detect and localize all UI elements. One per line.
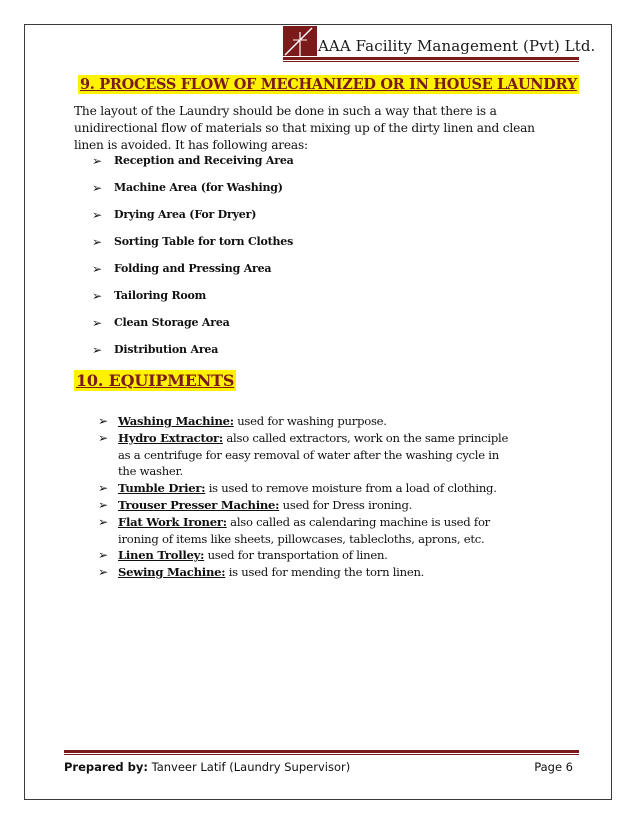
list-item (92, 261, 294, 288)
area-label: Machine Area (for Washing) (114, 181, 283, 194)
equipment-description: is used to remove moisture from a load of clothing. (205, 481, 497, 496)
arrow-bullet-icon: ➢ (98, 514, 108, 529)
equipment-name: Flat Work Ironer: (118, 514, 227, 529)
arrow-bullet-icon: ➢ (92, 154, 102, 168)
list-item (98, 430, 518, 480)
section-10-heading: 10. EQUIPMENTS (76, 371, 235, 390)
section-9-heading: 9. PROCESS FLOW OF MECHANIZED OR IN HOUSE LAUNDRY (80, 76, 577, 93)
page-header (64, 24, 596, 62)
equipment-name: Hydro Extractor: (118, 430, 223, 445)
area-label: Tailoring Room (114, 289, 207, 302)
company-name: AAA Facility Management (Pvt) Ltd. (318, 37, 596, 55)
list-item (92, 234, 294, 261)
area-label: Distribution Area (114, 343, 219, 356)
equipment-description: used for transportation of linen. (204, 548, 388, 563)
equipment-entry (118, 514, 518, 548)
laundry-areas-list (92, 153, 294, 369)
equipment-entry (118, 497, 518, 514)
list-item (98, 547, 518, 564)
section-9-intro: The layout of the Laundry should be done in such a way that there is a unidirectional flow of materials so that mixing up of the dirty linen and clean linen is avoided. It has following areas: (74, 104, 535, 152)
footer-divider (64, 750, 579, 753)
equipment-list (98, 413, 518, 581)
arrow-bullet-icon: ➢ (98, 548, 108, 563)
area-label: Clean Storage Area (114, 316, 230, 329)
area-label: Reception and Receiving Area (114, 154, 294, 167)
list-item (92, 342, 294, 369)
list-item (98, 514, 518, 548)
equipment-name: Washing Machine: (118, 414, 234, 428)
equipment-name: Linen Trolley: (118, 548, 205, 563)
area-label: Folding and Pressing Area (114, 262, 272, 275)
equipment-description: used for Dress ironing. (279, 497, 413, 512)
list-item (92, 207, 294, 234)
arrow-bullet-icon: ➢ (92, 343, 102, 357)
list-item (98, 480, 518, 497)
arrow-bullet-icon: ➢ (92, 235, 102, 249)
arrow-bullet-icon: ➢ (92, 289, 102, 303)
company-logo-icon (283, 26, 317, 56)
header-divider (283, 57, 579, 60)
list-item (92, 288, 294, 315)
arrow-bullet-icon: ➢ (98, 481, 108, 496)
equipment-description: also called as calendaring machine is used for ironing of items like sheets, pillowcases, tablecloths, aprons, etc. (118, 514, 490, 546)
equipment-entry (118, 430, 518, 480)
equipment-name: Tumble Drier: (118, 481, 206, 496)
prepared-by-name: Tanveer Latif (Laundry Supervisor) (147, 760, 351, 774)
arrow-bullet-icon: ➢ (98, 430, 108, 445)
list-item (98, 497, 518, 514)
arrow-bullet-icon: ➢ (92, 208, 102, 222)
equipment-entry (118, 480, 518, 497)
prepared-by-label: Prepared by: (64, 760, 148, 774)
arrow-bullet-icon: ➢ (92, 181, 102, 195)
equipment-entry (118, 547, 518, 564)
list-item (98, 564, 518, 581)
equipment-description: is used for mending the torn linen. (225, 565, 425, 580)
footer-divider-thin (64, 754, 579, 755)
equipment-entry (118, 564, 518, 581)
equipment-description: used for washing purpose. (233, 414, 387, 428)
list-item (92, 315, 294, 342)
list-item (98, 413, 518, 430)
arrow-bullet-icon: ➢ (92, 316, 102, 330)
list-item (92, 153, 294, 180)
arrow-bullet-icon: ➢ (92, 262, 102, 276)
page-number: Page 6 (534, 760, 573, 774)
equipment-name: Trouser Presser Machine: (118, 497, 280, 512)
arrow-bullet-icon: ➢ (98, 414, 108, 428)
list-item (92, 180, 294, 207)
header-divider-thin (283, 61, 579, 62)
equipment-description: also called extractors, work on the same principle as a centrifuge for easy removal of water after the washing cycle in the washer. (118, 430, 509, 479)
area-label: Sorting Table for torn Clothes (114, 235, 294, 248)
arrow-bullet-icon: ➢ (98, 565, 108, 580)
page-footer (64, 760, 579, 774)
equipment-entry (118, 413, 518, 430)
equipment-name: Sewing Machine: (118, 565, 226, 580)
area-label: Drying Area (For Dryer) (114, 208, 257, 221)
arrow-bullet-icon: ➢ (98, 497, 108, 512)
